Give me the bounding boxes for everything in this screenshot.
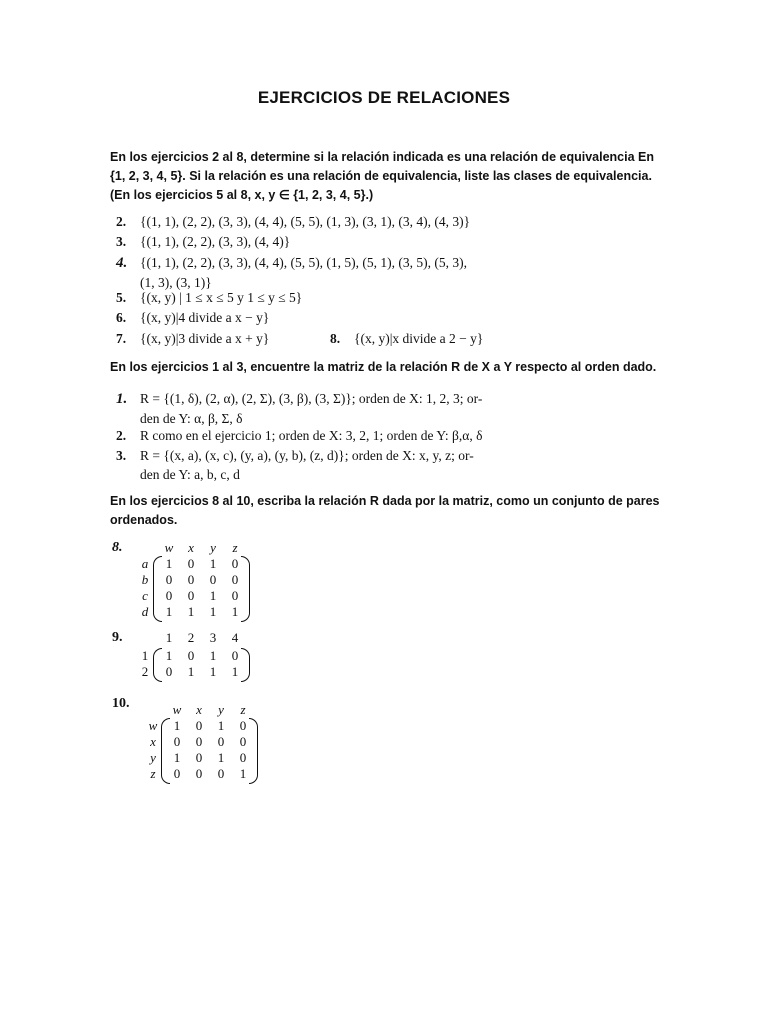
row-label: 1 [141, 648, 149, 663]
matrix-cell: 0 [231, 648, 239, 663]
exercise-text-continued: den de Y: α, β, Σ, δ [140, 411, 243, 426]
matrix-cell: 0 [173, 734, 181, 749]
column-label: 3 [209, 630, 217, 645]
matrix-cell: 1 [231, 604, 239, 619]
column-label: z [240, 702, 246, 717]
row-label: d [141, 604, 149, 619]
section1-instructions: En los ejercicios 2 al 8, determine si la relación indicada es una relación de equivalencia En {1, 2, 3, 4, 5}. Si la relación es una relación de equivalencia, liste las clases de equivalencia. (En los ejercicios 5 al 8, x, y ∈ {1, 2, 3, 4, 5}.) [110, 150, 654, 202]
matrix-cell: 0 [239, 718, 247, 733]
matrix-cell: 0 [239, 750, 247, 765]
matrix-10-number: 10. [112, 696, 130, 711]
exercise-text-continued: den de Y: a, b, c, d [140, 467, 240, 482]
exercise-text: R = {(1, δ), (2, α), (2, Σ), (3, β), (3, Σ)}; orden de X: 1, 2, 3; or- [140, 391, 483, 406]
exercise-r3: 3. R = {(x, a), (x, c), (y, a), (y, b), (z, d)}; orden de X: x, y, z; or- den de Y: a, b, c, d [116, 448, 474, 482]
exercise-text: {(x, y)|4 divide a x − y} [140, 310, 270, 325]
matrix-cell: 0 [231, 588, 239, 603]
column-label: 1 [165, 630, 173, 645]
row-label: 2 [141, 664, 149, 679]
matrix-cell: 0 [173, 766, 181, 781]
matrix-cell: 0 [195, 750, 203, 765]
matrix-cell: 0 [217, 734, 225, 749]
row-label: y [150, 750, 156, 765]
exercise-r1: 1. R = {(1, δ), (2, α), (2, Σ), (3, β), (3, Σ)}; orden de X: 1, 2, 3; or- den de Y: α, β, Σ, δ [116, 391, 483, 426]
matrix-cell: 1 [187, 604, 195, 619]
column-label: w [164, 540, 174, 555]
matrix-cell: 1 [173, 718, 181, 733]
exercise-8: 8. {(x, y)|x divide a 2 − y} [330, 331, 484, 346]
matrix-cell: 1 [209, 604, 217, 619]
exercise-text: {(1, 1), (2, 2), (3, 3), (4, 4), (5, 5), (1, 3), (3, 1), (3, 4), (4, 3)} [140, 214, 471, 229]
exercise-text: {(1, 1), (2, 2), (3, 3), (4, 4)} [140, 234, 291, 249]
matrix-10 [144, 702, 264, 784]
column-label: w [172, 702, 182, 717]
page-title: EJERCICIOS DE RELACIONES [257, 88, 511, 107]
column-label: 2 [187, 630, 195, 645]
matrix-cell: 0 [165, 588, 173, 603]
row-label: x [150, 734, 156, 749]
row-label: z [150, 766, 156, 781]
matrix-cell: 1 [187, 664, 195, 679]
matrix-cell: 1 [217, 750, 225, 765]
row-label: w [148, 718, 158, 733]
matrix-cell: 1 [239, 766, 247, 781]
row-label: a [141, 556, 149, 571]
matrix-cell: 1 [231, 664, 239, 679]
row-label: b [141, 572, 149, 587]
matrix-cell: 1 [165, 648, 173, 663]
matrix-cell: 0 [195, 718, 203, 733]
exercise-6: 6. {(x, y)|4 divide a x − y} [116, 310, 270, 325]
matrix-cell: 0 [217, 766, 225, 781]
exercise-4: 4. {(1, 1), (2, 2), (3, 3), (4, 4), (5, 5), (1, 5), (5, 1), (3, 5), (5, 3), (1, 3), (3, 1)} [116, 255, 468, 290]
exercise-text: R como en el ejercicio 1; orden de X: 3, 2, 1; orden de Y: β,α, δ [140, 428, 483, 443]
exercise-3: 3. {(1, 1), (2, 2), (3, 3), (4, 4)} [116, 234, 291, 249]
matrix-cell: 1 [165, 604, 173, 619]
exercise-text: {(1, 1), (2, 2), (3, 3), (4, 4), (5, 5), (1, 5), (5, 1), (3, 5), (5, 3), [140, 255, 468, 270]
column-label: z [232, 540, 238, 555]
matrix-cell: 1 [217, 718, 225, 733]
matrix-cell: 0 [195, 766, 203, 781]
row-label: c [142, 588, 148, 603]
exercise-7: 7. {(x, y)|3 divide a x + y} [116, 331, 270, 346]
matrix-cell: 0 [231, 556, 239, 571]
matrix-cell: 0 [187, 572, 195, 587]
matrix-cell: 1 [209, 588, 217, 603]
matrix-cell: 1 [165, 556, 173, 571]
matrix-cell: 0 [165, 572, 173, 587]
exercise-text-continued: (1, 3), (3, 1)} [140, 275, 212, 290]
matrix-cell: 0 [209, 572, 217, 587]
matrix-cell: 0 [239, 734, 247, 749]
exercise-2: 2. {(1, 1), (2, 2), (3, 3), (4, 4), (5, 5), (1, 3), (3, 1), (3, 4), (4, 3)} [116, 214, 471, 229]
exercise-text: R = {(x, a), (x, c), (y, a), (y, b), (z, d)}; orden de X: x, y, z; or- [140, 448, 474, 463]
matrix-8-number: 8. [112, 540, 123, 555]
column-label: y [218, 702, 224, 717]
matrix-cell: 0 [195, 734, 203, 749]
column-label: y [210, 540, 216, 555]
matrix-cell: 1 [209, 664, 217, 679]
section2-instructions: En los ejercicios 1 al 3, encuentre la matriz de la relación R de X a Y respecto al orden dado. [110, 360, 657, 374]
matrix-cell: 1 [209, 648, 217, 663]
exercise-5: 5. {(x, y) | 1 ≤ x ≤ 5 y 1 ≤ y ≤ 5} [116, 290, 303, 305]
matrix-9-number: 9. [112, 630, 123, 645]
matrix-cell: 0 [187, 556, 195, 571]
matrix-cell: 1 [173, 750, 181, 765]
matrix-8 [136, 540, 256, 622]
exercise-text: {(x, y)|x divide a 2 − y} [354, 331, 484, 346]
matrix-cell: 0 [187, 588, 195, 603]
matrix-cell: 0 [165, 664, 173, 679]
matrix-cell: 0 [231, 572, 239, 587]
exercise-text: {(x, y)|3 divide a x + y} [140, 331, 270, 346]
column-label: 4 [231, 630, 239, 645]
column-label: x [188, 540, 194, 555]
section3-instructions: En los ejercicios 8 al 10, escriba la relación R dada por la matriz, como un conjunto de pares ordenados. [110, 494, 660, 527]
matrix-cell: 1 [209, 556, 217, 571]
exercise-r2: 2. R como en el ejercicio 1; orden de X: 3, 2, 1; orden de Y: β,α, δ [116, 428, 483, 443]
matrix-9 [136, 630, 256, 680]
exercise-text: {(x, y) | 1 ≤ x ≤ 5 y 1 ≤ y ≤ 5} [140, 290, 303, 305]
matrix-cell: 0 [187, 648, 195, 663]
column-label: x [196, 702, 202, 717]
